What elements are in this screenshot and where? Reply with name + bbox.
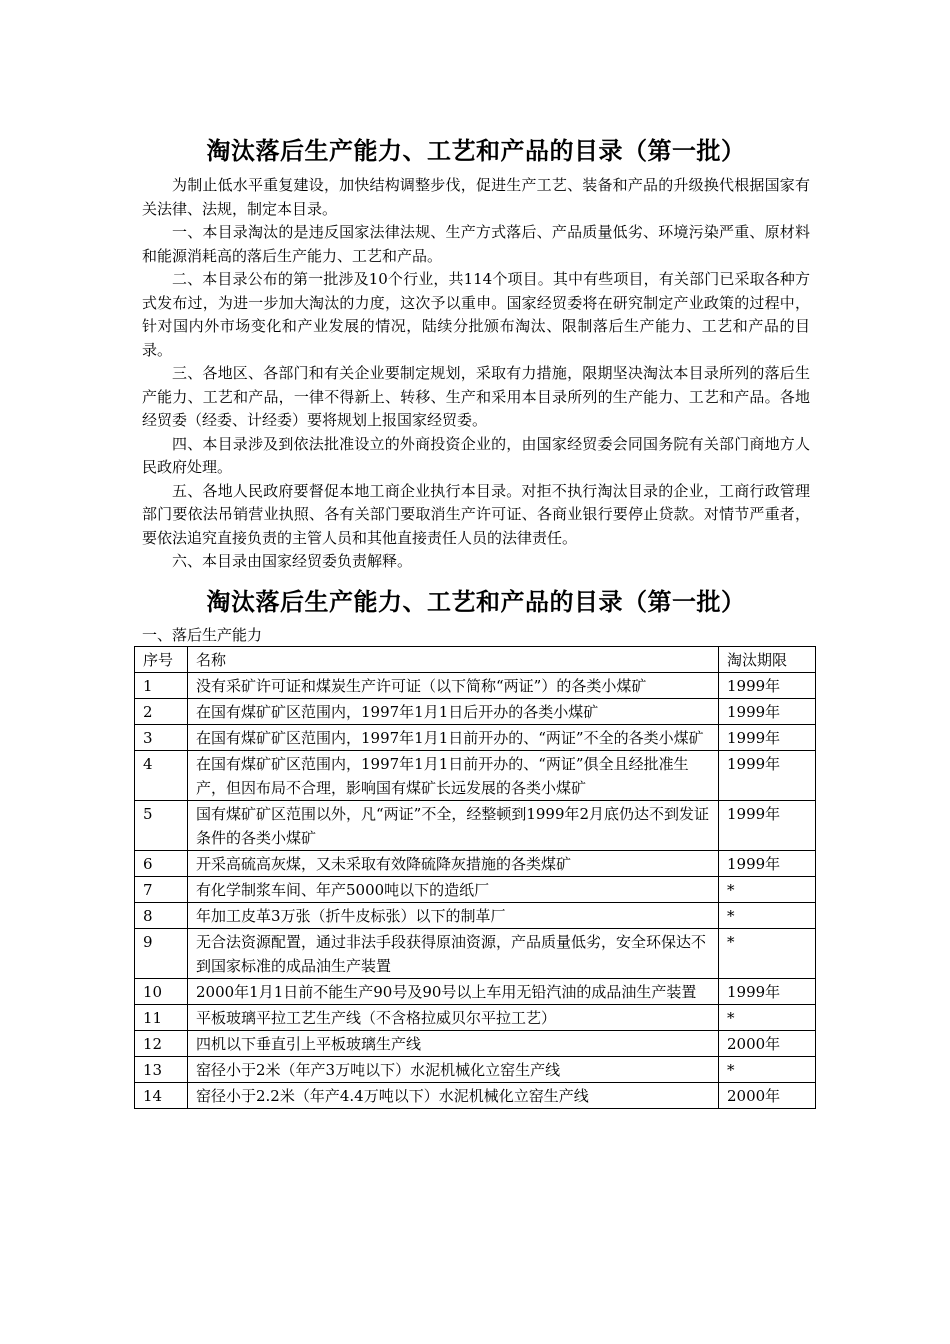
cell-index: 8 — [135, 902, 188, 928]
table-row — [135, 850, 816, 876]
table-body — [135, 672, 816, 1108]
document-title: 淘汰落后生产能力、工艺和产品的目录（第一批） — [206, 136, 746, 165]
paragraph: 五、各地人民政府要督促本地工商企业执行本目录。对拒不执行淘汰目录的企业，工商行政管理部门要依法吊销营业执照、各有关部门要取消生产许可证、各商业银行要停止贷款。对情节严重者，要依法追究直接负责的主管人员和其他直接责任人员的法律责任。 — [142, 481, 810, 547]
table-row — [135, 698, 816, 724]
cell-index: 5 — [135, 800, 188, 850]
document-page — [142, 128, 810, 1109]
cell-deadline: * — [719, 1004, 816, 1030]
cell-name: 平板玻璃平拉工艺生产线（不含格拉威贝尔平拉工艺） — [188, 1004, 719, 1030]
cell-deadline: 1999年 — [719, 850, 816, 876]
table-row — [135, 928, 816, 978]
table-row — [135, 902, 816, 928]
cell-name: 窑径小于2米（年产3万吨以下）水泥机械化立窑生产线 — [188, 1056, 719, 1082]
cell-name: 在国有煤矿矿区范围内，1997年1月1日前开办的、“两证”俱全且经批准生产，但因布局不合理，影响国有煤矿长远发展的各类小煤矿 — [188, 750, 719, 800]
cell-name: 无合法资源配置，通过非法手段获得原油资源，产品质量低劣，安全环保达不到国家标准的成品油生产装置 — [188, 928, 719, 978]
paragraph: 二、本目录公布的第一批涉及10个行业，共114个项目。其中有些项目，有关部门已采取各种方式发布过，为进一步加大淘汰的力度，这次予以重申。国家经贸委将在研究制定产业政策的过程中，针对国内外市场变化和产业发展的情况，陆续分批颁布淘汰、限制落后生产能力、工艺和产品的目录。 — [142, 270, 810, 359]
cell-index: 9 — [135, 928, 188, 978]
table-row — [135, 672, 816, 698]
paragraph: 为制止低水平重复建设，加快结构调整步伐，促进生产工艺、装备和产品的升级换代根据国家有关法律、法规，制定本目录。 — [142, 176, 810, 218]
cell-name: 开采高硫高灰煤，又未采取有效降硫降灰措施的各类煤矿 — [188, 850, 719, 876]
cell-index: 14 — [135, 1082, 188, 1108]
paragraph: 三、各地区、各部门和有关企业要制定规划，采取有力措施，限期坚决淘汰本目录所列的落后生产能力、工艺和产品，一律不得新上、转移、生产和采用本目录所列的生产能力、工艺和产品。各地经贸委（经委、计经委）要将规划上报国家经贸委。 — [142, 364, 810, 429]
cell-index: 7 — [135, 876, 188, 902]
cell-name: 年加工皮革3万张（折牛皮标张）以下的制革厂 — [188, 902, 719, 928]
table-row — [135, 1004, 816, 1030]
table-row — [135, 724, 816, 750]
cell-deadline: 1999年 — [719, 698, 816, 724]
cell-name: 有化学制浆车间、年产5000吨以下的造纸厂 — [188, 876, 719, 902]
cell-name: 窑径小于2.2米（年产4.4万吨以下）水泥机械化立窑生产线 — [188, 1082, 719, 1108]
table-row — [135, 1056, 816, 1082]
cell-index: 3 — [135, 724, 188, 750]
cell-index: 6 — [135, 850, 188, 876]
cell-name: 国有煤矿矿区范围以外，凡“两证”不全，经整顿到1999年2月底仍达不到发证条件的各类小煤矿 — [188, 800, 719, 850]
cell-deadline: 1999年 — [719, 978, 816, 1004]
table-row — [135, 750, 816, 800]
cell-name: 在国有煤矿矿区范围内，1997年1月1日后开办的各类小煤矿 — [188, 698, 719, 724]
cell-deadline: * — [719, 876, 816, 902]
cell-deadline: 1999年 — [719, 724, 816, 750]
cell-index: 2 — [135, 698, 188, 724]
table-row — [135, 1030, 816, 1056]
paragraph: 四、本目录涉及到依法批准设立的外商投资企业的，由国家经贸委会同国务院有关部门商地方人民政府处理。 — [142, 434, 810, 476]
cell-index: 1 — [135, 672, 188, 698]
cell-name: 在国有煤矿矿区范围内，1997年1月1日前开办的、“两证”不全的各类小煤矿 — [188, 724, 719, 750]
cell-deadline: 1999年 — [719, 672, 816, 698]
cell-index: 4 — [135, 750, 188, 800]
cell-index: 11 — [135, 1004, 188, 1030]
table-row — [135, 876, 816, 902]
paragraph: 六、本目录由国家经贸委负责解释。 — [172, 552, 413, 570]
header-name: 名称 — [188, 646, 719, 672]
header-index: 序号 — [135, 646, 188, 672]
cell-index: 12 — [135, 1030, 188, 1056]
header-deadline: 淘汰期限 — [719, 646, 816, 672]
cell-name: 四机以下垂直引上平板玻璃生产线 — [188, 1030, 719, 1056]
cell-name: 2000年1月1日前不能生产90号及90号以上车用无铅汽油的成品油生产装置 — [188, 978, 719, 1004]
table-row — [135, 1082, 816, 1108]
cell-name: 没有采矿许可证和煤炭生产许可证（以下简称“两证”）的各类小煤矿 — [188, 672, 719, 698]
cell-deadline: 1999年 — [719, 750, 816, 800]
cell-deadline: 1999年 — [719, 800, 816, 850]
cell-deadline: * — [719, 1056, 816, 1082]
paragraph: 一、本目录淘汰的是违反国家法律法规、生产方式落后、产品质量低劣、环境污染严重、原材料和能源消耗高的落后生产能力、工艺和产品。 — [142, 223, 810, 265]
cell-deadline: 2000年 — [719, 1082, 816, 1108]
catalog-title: 淘汰落后生产能力、工艺和产品的目录（第一批） — [206, 586, 746, 616]
section-label: 一、落后生产能力 — [142, 625, 263, 644]
cell-deadline: * — [719, 902, 816, 928]
cell-deadline: * — [719, 928, 816, 978]
table-row — [135, 978, 816, 1004]
catalog-table — [134, 646, 816, 1109]
table-header-row — [135, 646, 816, 672]
cell-index: 10 — [135, 978, 188, 1004]
cell-deadline: 2000年 — [719, 1030, 816, 1056]
cell-index: 13 — [135, 1056, 188, 1082]
preamble — [142, 174, 810, 574]
table-row — [135, 800, 816, 850]
